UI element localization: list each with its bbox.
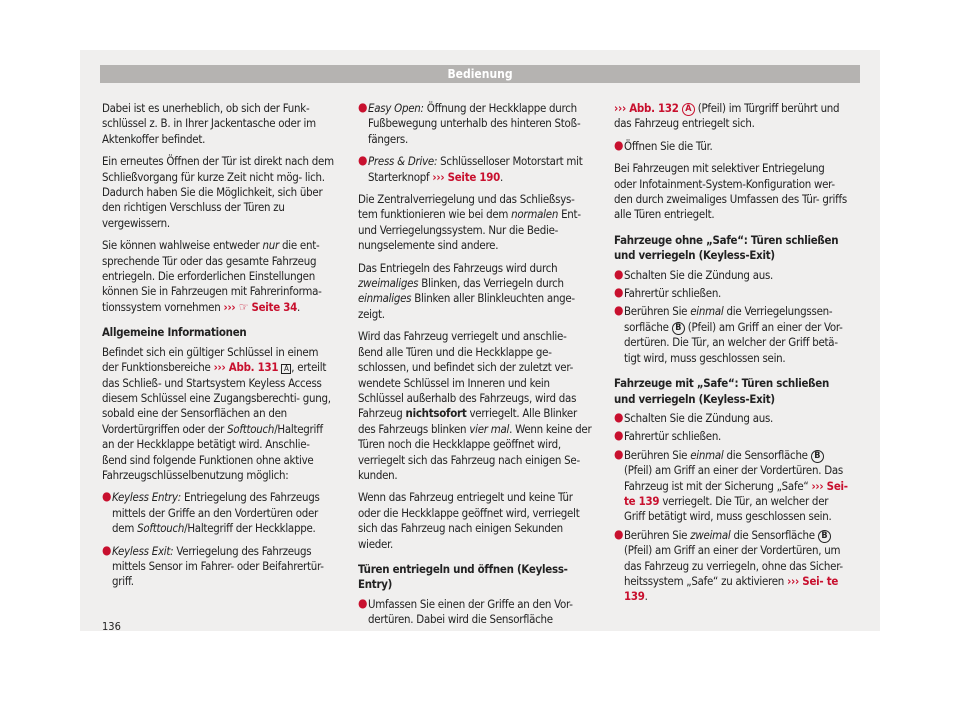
text: Schalten Sie die Zündung aus.: [624, 410, 774, 425]
emphasis: einmal: [690, 447, 724, 462]
paragraph: [102, 238, 337, 315]
emphasis: Softtouch: [227, 421, 275, 436]
emphasis: Press & Drive:: [368, 154, 438, 169]
callout-a-badge: A: [682, 103, 695, 116]
section-header: Bedienung: [100, 65, 860, 83]
text: die Sensorfläche: [733, 527, 815, 542]
emphasis: vier mal: [469, 421, 510, 436]
bullet-icon: ●: [614, 409, 624, 424]
cross-reference-link[interactable]: [223, 300, 297, 314]
list-item: [614, 411, 849, 426]
bullet-icon: ●: [358, 595, 368, 610]
text: die Verriegelungssen- sorfläche: [624, 304, 833, 334]
column-1: [102, 101, 337, 597]
text: Wenn das Fahrzeug entriegelt und keine Tür oder die Heckklappe geöffnet wird, verriegelt sich das Fahrzeug nach einigen Sekunden wieder.: [358, 490, 580, 551]
text: . Wenn keine der Türen noch die Heckklappe geöffnet wird, verriegelt sich das Fahrzeug nach einigen Se- kunden.: [358, 421, 592, 482]
list-item: [358, 154, 593, 185]
bold-text: nichtsofort: [405, 406, 467, 421]
text: .: [500, 169, 504, 184]
cross-reference-link[interactable]: ››› Sei- te 139: [624, 478, 848, 508]
emphasis: zweimaliges: [358, 276, 419, 291]
text: Entriegelung des Fahrzeugs mittels der Griffe an den Vordertüren oder dem: [112, 490, 320, 536]
list-item: [614, 528, 849, 605]
paragraph: [614, 101, 849, 132]
text: Ent- und Verriegelungssystem. Nur die Bedie- nungselemente sind andere.: [358, 207, 581, 253]
section-heading: Fahrzeuge ohne „Safe“: Türen schließen und verriegeln (Keyless-Exit): [614, 232, 839, 263]
bullet-icon: ●: [358, 100, 368, 114]
text: die ent- sprechende Tür oder das gesamte Fahrzeug entriegeln. Die erforderlichen Einstellungen können Sie in Fahrzeugen mit Fahrerinforma- tionssystem vornehmen: [102, 238, 322, 314]
paragraph: [614, 161, 849, 223]
text: Bei Fahrzeugen mit selektiver Entriegelung oder Infotainment-System-Konfiguration wer- den durch zweimaliges Umfassen des Tür- griffs alle Türen entriegelt.: [614, 161, 847, 222]
list-item: [102, 544, 337, 590]
cross-reference-link[interactable]: ››› Sei- te 139: [624, 573, 839, 604]
list-item: [358, 101, 593, 147]
list-item: [614, 268, 849, 283]
bullet-icon: ●: [614, 285, 624, 300]
column-2: [358, 101, 593, 635]
list-item: [614, 448, 849, 525]
text: die Sensorfläche: [726, 447, 808, 462]
bullet-icon: ●: [614, 446, 624, 461]
paragraph: [358, 261, 593, 323]
emphasis: Easy Open:: [368, 101, 424, 115]
bullet-icon: ●: [614, 137, 624, 152]
section-heading: Allgemeine Informationen: [102, 325, 247, 340]
text: Befindet sich ein gültiger Schlüssel in einem der Funktionsbereiche: [102, 344, 319, 375]
text: .: [644, 589, 648, 604]
bullet-icon: ●: [102, 489, 112, 504]
figure-reference-link[interactable]: ››› Abb. 132: [614, 101, 679, 115]
list-item: [614, 429, 849, 444]
text: Blinken aller Blinkleuchten ange- zeigt.: [358, 291, 575, 321]
emphasis: Softtouch: [137, 521, 185, 536]
text: Berühren Sie: [624, 527, 688, 542]
text: .: [297, 299, 301, 314]
text: Sie können wahlweise entweder: [102, 238, 260, 253]
text: /Haltegriff an der Heckklappe betätigt wird. Anschlie- ßend sind folgende Funktionen ohne aktive Fahrzeugschlüsselbenutzung möglich:: [102, 421, 323, 482]
column-3: [614, 101, 849, 612]
emphasis: normalen: [511, 207, 559, 222]
text: Fahrertür schließen.: [624, 429, 722, 444]
section-heading: Fahrzeuge mit „Safe“: Türen schließen und verriegeln (Keyless-Exit): [614, 376, 830, 406]
text: Wird das Fahrzeug verriegelt und anschlie- ßend alle Türen und die Heckklappe ge- schlossen, und befindet sich der zuletzt ver- wendete Schlüssel im Inneren und kein Schlüssel außerhalb des Fahrzeugs, wird das Fahrzeug: [358, 329, 577, 421]
bullet-icon: ●: [358, 153, 368, 168]
list-item: [614, 304, 849, 366]
list-item: [614, 286, 849, 301]
paragraph: [358, 192, 593, 254]
paragraph: [102, 101, 337, 147]
ref-arrows: ›››: [223, 299, 239, 314]
ref-page: Seite 34: [251, 299, 297, 314]
list-item: [102, 490, 337, 536]
paragraph: [358, 329, 593, 483]
manual-page: [80, 50, 880, 631]
text: Ein erneutes Öffnen der Tür ist direkt nach dem Schließvorgang für kurze Zeit nicht mög- lich. Dadurch haben Sie die Möglichkeit, sich über den richtigen Verschluss der Türen zu vergewissern.: [102, 154, 334, 230]
emphasis: einmaliges: [358, 291, 412, 306]
text: , erteilt das Schließ- und Startsystem Keyless Access diesem Schlüssel eine Zugangsberechti- gung, sobald eine der Sensorflächen an den Vordertürgriffen oder der: [102, 360, 331, 436]
text: Schlüsselloser Motorstart mit Starterknopf: [368, 154, 583, 184]
list-item: [614, 139, 849, 154]
text: Öffnen Sie die Tür.: [624, 138, 713, 153]
text: (Pfeil) am Griff an einer der Vordertüren, um das Fahrzeug zu verriegeln, ohne das Sicher- heitssystem „Safe“ zu aktivieren: [624, 543, 843, 588]
list-item: [358, 597, 593, 628]
emphasis: einmal: [690, 304, 724, 319]
text: Dabei ist es unerheblich, ob sich der Funk- schlüssel z. B. in Ihrer Jackentasche oder im Aktenkoffer befindet.: [102, 101, 316, 146]
text: Berühren Sie: [624, 304, 688, 319]
emphasis: Keyless Entry:: [112, 490, 181, 505]
paragraph: [102, 345, 337, 484]
text: Umfassen Sie einen der Griffe an den Vor- dertüren. Dabei wird die Sensorfläche: [368, 596, 573, 627]
text: Das Entriegeln des Fahrzeugs wird durch: [358, 260, 558, 275]
text: Fahrertür schließen.: [624, 286, 722, 301]
bullet-icon: ●: [102, 542, 112, 557]
emphasis: Keyless Exit:: [112, 543, 174, 558]
text: verriegelt. Alle Blinker des Fahrzeugs blinken: [358, 406, 577, 436]
bullet-icon: ●: [614, 526, 624, 541]
text: Die Zentralverriegelung und das Schließsys- tem funktionieren wie bei dem: [358, 192, 575, 222]
page-number: 136: [102, 620, 121, 633]
hand-pointer-icon: ☞: [238, 299, 249, 314]
text: /Haltegriff der Heckklappe.: [184, 521, 316, 536]
paragraph: [358, 490, 593, 552]
text: verriegelt. Die Tür, an welcher der Griff betätigt wird, muss geschlossen sein.: [624, 493, 832, 524]
emphasis: nur: [262, 238, 279, 253]
text: (Pfeil) am Griff an einer der Vordertüren. Das Fahrzeug ist mit der Sicherung „Safe“: [624, 463, 843, 493]
bullet-icon: ●: [614, 428, 624, 443]
text: Blinken, das Verriegeln durch: [421, 276, 564, 291]
section-heading: Türen entriegeln und öffnen (Keyless-Entry): [358, 561, 568, 592]
emphasis: zweimal: [690, 527, 731, 542]
figure-reference-link[interactable]: ››› Abb. 131: [213, 360, 279, 375]
paragraph: [102, 154, 337, 231]
text: Berühren Sie: [624, 447, 688, 462]
text: (Pfeil) am Griff an einer der Vor- dertüren. Die Tür, an welcher der Griff betä- tigt wird, muss geschlossen sein.: [624, 319, 843, 365]
figure-callout-square: A: [281, 364, 291, 374]
callout-b-badge: B: [811, 450, 824, 463]
text: Verriegelung des Fahrzeugs mittels Sensor im Fahrer- oder Beifahrertür- griff.: [112, 543, 324, 589]
callout-b-badge: B: [672, 322, 685, 335]
text: Schalten Sie die Zündung aus.: [624, 267, 774, 282]
callout-b-badge: B: [818, 530, 831, 543]
text: (Pfeil) im Türgriff berührt und das Fahrzeug entriegelt sich.: [614, 101, 840, 131]
bullet-icon: ●: [614, 266, 624, 281]
cross-reference-link[interactable]: ››› Seite 190: [432, 169, 501, 184]
bullet-icon: ●: [614, 303, 624, 318]
text: Öffnung der Heckklappe durch Fußbewegung unterhalb des hinteren Stoß- fängers.: [368, 101, 581, 146]
